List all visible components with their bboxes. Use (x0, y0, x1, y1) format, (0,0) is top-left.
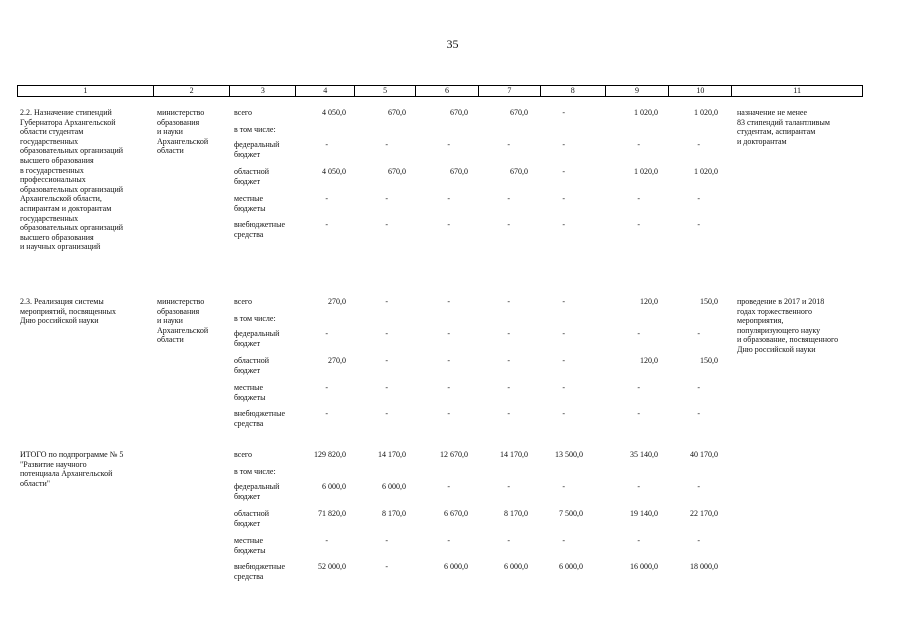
measure-name-line: государственных (20, 213, 79, 223)
funding-source-label: областной (234, 167, 270, 176)
result-line: проведение в 2017 и 2018 (737, 297, 825, 306)
cell-value: - (637, 383, 640, 392)
funding-source-label: всего (234, 297, 253, 306)
measure-name-line: "Развитие научного (20, 459, 87, 469)
measure-name-line: 2.3. Реализация системы (20, 297, 104, 306)
cell-value: 670,0 (510, 167, 528, 176)
page-number: 35 (446, 37, 459, 51)
cell-value: - (562, 329, 565, 338)
cell-value: - (697, 536, 700, 545)
cell-value: - (562, 194, 565, 203)
measure-name-line: потенциала Архангельской (20, 469, 113, 479)
cell-value: - (507, 356, 510, 365)
cell-value: 670,0 (450, 167, 468, 176)
cell-value: - (385, 297, 388, 306)
cell-value: 7 500,0 (559, 509, 583, 518)
result-line: и докторантам (737, 136, 787, 146)
cell-value: 670,0 (388, 108, 406, 117)
cell-value: - (447, 482, 450, 491)
column-header-6: 6 (416, 86, 479, 96)
funding-source-label: федеральный (234, 140, 280, 149)
funding-source-label: местные (234, 536, 264, 545)
cell-value: - (507, 297, 510, 306)
cell-value: - (562, 167, 565, 176)
measure-name-line: области студентам (20, 127, 84, 137)
cell-value: 14 170,0 (378, 450, 406, 459)
cell-value: 1 020,0 (634, 108, 658, 117)
result-line: 83 стипендий талантливым (737, 117, 830, 127)
column-header-3: 3 (230, 86, 296, 96)
cell-value: - (697, 383, 700, 392)
cell-value: - (447, 329, 450, 338)
cell-value: 71 820,0 (318, 509, 346, 518)
cell-value: - (562, 108, 565, 117)
cell-value: - (447, 297, 450, 306)
funding-source-label: бюджет (234, 518, 261, 528)
cell-value: - (637, 536, 640, 545)
cell-value: 270,0 (328, 297, 346, 306)
cell-value: 13 500,0 (555, 450, 583, 459)
funding-source-label: средства (234, 418, 264, 428)
cell-value: 6 000,0 (382, 482, 406, 491)
cell-value: - (562, 356, 565, 365)
cell-value: - (385, 383, 388, 392)
executor-line: образования (157, 306, 200, 316)
cell-value: - (325, 140, 328, 149)
cell-value: - (385, 220, 388, 229)
executor-line: министерство (157, 108, 205, 117)
cell-value: - (385, 562, 388, 571)
measure-name-line: высшего образования (20, 232, 94, 242)
cell-value: - (562, 536, 565, 545)
column-header-9: 9 (606, 86, 670, 96)
cell-value: - (385, 329, 388, 338)
executor-line: и науки (157, 127, 183, 137)
cell-value: - (447, 220, 450, 229)
executor-line: области (157, 335, 184, 345)
funding-source-label: областной (234, 356, 270, 365)
funding-source-label: бюджет (234, 176, 261, 186)
cell-value: 8 170,0 (382, 509, 406, 518)
cell-value: 16 000,0 (630, 562, 658, 571)
cell-value: 670,0 (510, 108, 528, 117)
funding-source-label: местные (234, 383, 264, 392)
cell-value: - (385, 356, 388, 365)
cell-value: - (507, 383, 510, 392)
funding-source-label: областной (234, 509, 270, 518)
cell-value: 6 000,0 (504, 562, 528, 571)
funding-source-label: бюджеты (234, 545, 266, 555)
funding-source-label: федеральный (234, 329, 280, 338)
cell-value: 35 140,0 (630, 450, 658, 459)
cell-value: 6 670,0 (444, 509, 468, 518)
funding-source-label: всего (234, 450, 253, 459)
cell-value: - (447, 383, 450, 392)
cell-value: - (385, 140, 388, 149)
cell-value: 40 170,0 (690, 450, 718, 459)
result-line: популяризующего науку (737, 325, 821, 335)
measure-name-line: государственных (20, 136, 79, 146)
cell-value: - (637, 194, 640, 203)
cell-value: 270,0 (328, 356, 346, 365)
cell-value: - (507, 140, 510, 149)
measure-name-line: образовательных организаций (20, 223, 124, 233)
executor-line: области (157, 146, 184, 156)
measure-name-line: ИТОГО по подпрограмме № 5 (20, 450, 124, 459)
cell-value: - (325, 329, 328, 338)
cell-value: 8 170,0 (504, 509, 528, 518)
result-line: мероприятия, (737, 316, 784, 326)
cell-value: 52 000,0 (318, 562, 346, 571)
cell-value: - (447, 140, 450, 149)
cell-value: 4 050,0 (322, 167, 346, 176)
cell-value: 1 020,0 (634, 167, 658, 176)
funding-source-label: всего (234, 108, 253, 117)
result-line: и образование, посвященного (737, 335, 839, 345)
measure-name-line: Губернатора Архангельской (20, 117, 116, 127)
funding-source-label: внебюджетные (234, 562, 285, 571)
cell-value: - (507, 220, 510, 229)
cell-value: 4 050,0 (322, 108, 346, 117)
cell-value: - (562, 297, 565, 306)
cell-value: - (562, 383, 565, 392)
cell-value: - (507, 194, 510, 203)
measure-name-line: образовательных организаций (20, 184, 124, 194)
column-header-2: 2 (154, 86, 231, 96)
cell-value: 6 000,0 (559, 562, 583, 571)
cell-value: 6 000,0 (322, 482, 346, 491)
measure-name-line: 2.2. Назначение стипендий (20, 108, 112, 117)
measure-name-line: профессиональных (20, 175, 86, 185)
column-header-5: 5 (355, 86, 416, 96)
cell-value: - (325, 220, 328, 229)
cell-value: - (385, 536, 388, 545)
funding-source-label: внебюджетные (234, 220, 285, 229)
cell-value: - (697, 482, 700, 491)
cell-value: - (507, 329, 510, 338)
measure-name-line: образовательных организаций (20, 146, 124, 156)
cell-value: - (562, 140, 565, 149)
funding-source-label: бюджет (234, 338, 261, 348)
executor-line: образования (157, 117, 200, 127)
result-line: назначение не менее (737, 108, 808, 117)
cell-value: 12 670,0 (440, 450, 468, 459)
cell-value: - (447, 409, 450, 418)
cell-value: - (562, 409, 565, 418)
cell-value: - (385, 194, 388, 203)
cell-value: - (697, 220, 700, 229)
funding-source-label: местные (234, 194, 264, 203)
funding-source-label: в том числе: (234, 467, 276, 476)
cell-value: - (447, 536, 450, 545)
funding-source-label: бюджеты (234, 392, 266, 402)
funding-source-label: федеральный (234, 482, 280, 491)
executor-line: Архангельской (157, 136, 209, 146)
funding-source-label: бюджет (234, 365, 261, 375)
column-header-8: 8 (541, 86, 606, 96)
result-line: годах торжественного (737, 306, 813, 316)
cell-value: 670,0 (450, 108, 468, 117)
funding-source-label: бюджеты (234, 203, 266, 213)
cell-value: - (637, 409, 640, 418)
executor-line: министерство (157, 297, 205, 306)
cell-value: - (507, 409, 510, 418)
cell-value: - (325, 536, 328, 545)
measure-name-line: Дню российской науки (20, 316, 99, 326)
cell-value: - (325, 194, 328, 203)
cell-value: - (637, 220, 640, 229)
column-header-7: 7 (479, 86, 541, 96)
cell-value: - (325, 383, 328, 392)
cell-value: - (637, 140, 640, 149)
cell-value: 150,0 (700, 356, 718, 365)
cell-value: - (325, 409, 328, 418)
cell-value: 120,0 (640, 356, 658, 365)
funding-source-label: внебюджетные (234, 409, 285, 418)
cell-value: - (385, 409, 388, 418)
funding-source-label: средства (234, 571, 264, 581)
funding-source-label: бюджет (234, 491, 261, 501)
cell-value: 129 820,0 (314, 450, 346, 459)
measure-name-line: области" (20, 478, 51, 488)
cell-value: - (507, 482, 510, 491)
cell-value: 6 000,0 (444, 562, 468, 571)
cell-value: 18 000,0 (690, 562, 718, 571)
cell-value: - (562, 220, 565, 229)
cell-value: - (697, 329, 700, 338)
executor-line: Архангельской (157, 325, 209, 335)
cell-value: - (637, 482, 640, 491)
measure-name-line: аспирантам и докторантам (20, 204, 112, 213)
cell-value: - (697, 194, 700, 203)
column-header-10: 10 (669, 86, 732, 96)
cell-value: - (447, 194, 450, 203)
cell-value: 1 020,0 (694, 108, 718, 117)
column-header-11: 11 (793, 86, 801, 95)
cell-value: 1 020,0 (694, 167, 718, 176)
cell-value: 670,0 (388, 167, 406, 176)
cell-value: 14 170,0 (500, 450, 528, 459)
cell-value: 150,0 (700, 297, 718, 306)
measure-name-line: Архангельской области, (20, 194, 102, 204)
cell-value: - (697, 140, 700, 149)
measure-name-line: в государственных (20, 165, 84, 175)
measure-name-line: высшего образования (20, 156, 94, 165)
cell-value: - (507, 536, 510, 545)
cell-value: 19 140,0 (630, 509, 658, 518)
table-header-row (17, 85, 863, 97)
funding-source-label: в том числе: (234, 314, 276, 323)
cell-value: - (697, 409, 700, 418)
measure-name-line: и научных организаций (20, 242, 101, 252)
cell-value: - (447, 356, 450, 365)
cell-value: - (637, 329, 640, 338)
result-line: студентам, аспирантам (737, 127, 816, 137)
column-header-1: 1 (18, 86, 154, 96)
cell-value: - (562, 482, 565, 491)
cell-value: 120,0 (640, 297, 658, 306)
result-line: Дню российской науки (737, 345, 816, 354)
cell-value: 22 170,0 (690, 509, 718, 518)
funding-source-label: в том числе: (234, 125, 276, 134)
measure-name-line: мероприятий, посвященных (20, 306, 116, 316)
funding-source-label: бюджет (234, 149, 261, 159)
funding-source-label: средства (234, 229, 264, 239)
column-header-4: 4 (296, 86, 355, 96)
executor-line: и науки (157, 316, 183, 326)
